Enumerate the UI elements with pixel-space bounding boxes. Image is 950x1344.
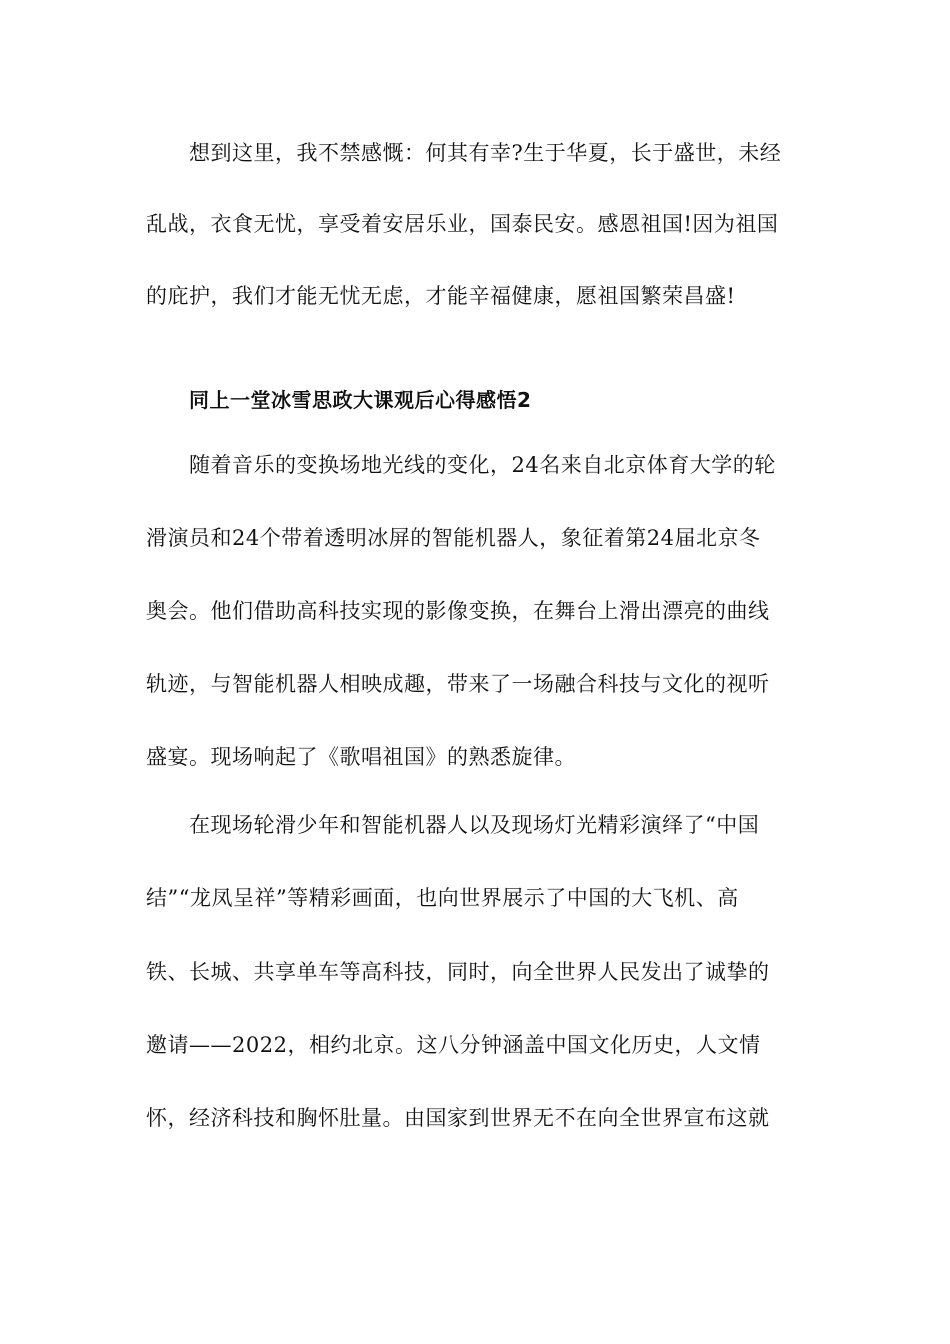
paragraph-2-line-4: 轨迹，与智能机器人相映成趣，带来了一场融合科技与文化的视听	[146, 672, 770, 696]
paragraph-3-line-1: 在现场轮滑少年和智能机器人以及现场灯光精彩演绎了“中国	[189, 813, 760, 837]
paragraph-3-line-5: 怀，经济科技和胸怀肚量。由国家到世界无不在向全世界宣布这就	[146, 1106, 770, 1130]
paragraph-2-line-5: 盛宴。现场响起了《歌唱祖国》的熟悉旋律。	[146, 745, 576, 769]
paragraph-2-line-1: 随着音乐的变换场地光线的变化，24名来自北京体育大学的轮	[189, 453, 776, 477]
paragraph-2-line-3: 奥会。他们借助高科技实现的影像变换，在舞台上滑出漂亮的曲线	[146, 599, 770, 623]
paragraph-1-line-2: 乱战，衣食无忧，享受着安居乐业，国泰民安。感恩祖国!因为祖国	[146, 212, 779, 236]
paragraph-3-line-3: 铁、长城、共享单车等高科技，同时，向全世界人民发出了诚挚的	[146, 960, 770, 984]
paragraph-1-line-3: 的庇护，我们才能无忧无虑，才能辛福健康，愿祖国繁荣昌盛!	[146, 284, 736, 308]
paragraph-2-line-2: 滑演员和24个带着透明冰屏的智能机器人，象征着第24届北京冬	[146, 526, 761, 550]
paragraph-3-line-2: 结”“龙凤呈祥”等精彩画面，也向世界展示了中国的大飞机、高	[146, 886, 739, 910]
paragraph-3-line-4: 邀请——2022，相约北京。这八分钟涵盖中国文化历史，人文情	[146, 1033, 761, 1057]
section-heading: 同上一堂冰雪思政大课观后心得感悟2	[189, 388, 532, 412]
paragraph-1-line-1: 想到这里，我不禁感慨：何其有幸?生于华夏，长于盛世，未经	[189, 141, 782, 165]
